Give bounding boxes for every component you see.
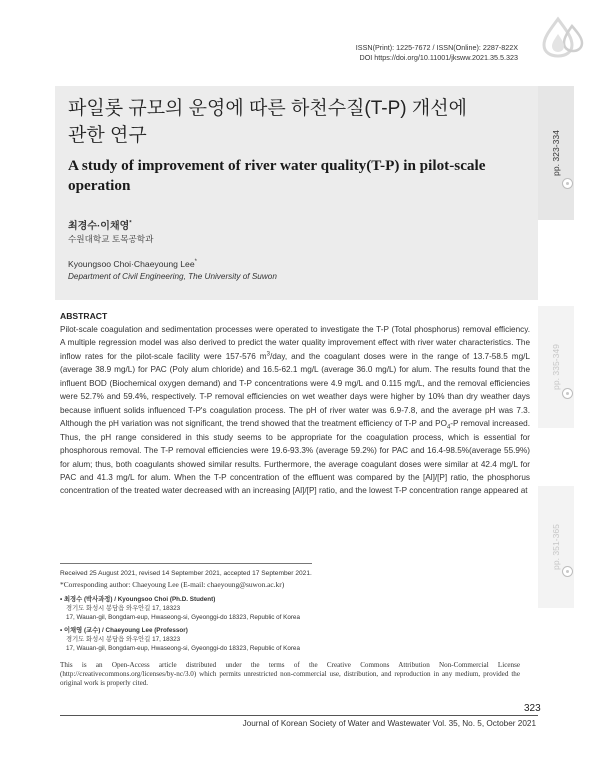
journal-citation: Journal of Korean Society of Water and Wastewater Vol. 35, No. 5, October 2021 <box>242 719 536 728</box>
authors-korean-names: 최경수·이채영 <box>68 221 130 232</box>
abstract-subscript: 4 <box>446 424 451 431</box>
author-1-name: • 최경수 (박사과정) / Kyoungsoo Choi (Ph.D. Student) <box>60 596 216 603</box>
doi-text: DOI https://doi.org/10.11001/jksww.2021.35.5.323 <box>359 52 518 62</box>
authors-english-names: Kyoungsoo Choi·Chaeyoung Lee <box>68 259 195 269</box>
issn-doi-block <box>356 43 518 62</box>
corresponding-author: *Corresponding author: Chaeyoung Lee (E-mail: chaeyoung@suwon.ac.kr) <box>60 580 285 589</box>
tab-marker-icon <box>562 178 573 189</box>
title-korean <box>68 95 528 149</box>
tab-marker-icon <box>562 566 573 577</box>
page-range-tab-current[interactable] <box>538 86 574 220</box>
author-info-2 <box>60 626 520 653</box>
author-1-address-en: 17, Wauan-gil, Bongdam-eup, Hwaseong-si, Gyeonggi-do 18323, Republic of Korea <box>66 614 300 621</box>
abstract-text-2: /day, and the coagulant doses were in the range of 13.7-58.5 mg/L (average 38.9 mg/L) for PAC (Poly alum chloride) and 16.5-62.1 mg/L (average 36.0 mg/L) for alum. The results found that the influent BOD (Biochemical oxygen demand) and T-P concentrations were 4.9 mg/L and 0.115 mg/L, and the removal efficiencies were 52.7% and 59.4%, respectively. T-P removal efficiencies on wet weather days were higher by 10% than dry weather days because influent solids influenced T-P's coagulation process. The pH of river water was 6.9-7.8, and the average pH was 7.3. Although the pH variation was not significant, the trend showed that the treatment efficiency of T-P and PO <box>60 351 530 429</box>
corresponding-mark: * <box>129 220 132 227</box>
author-1-address-ko: 경기도 화성시 봉담읍 와우안길 17, 18323 <box>66 605 181 612</box>
received-dates: Received 25 August 2021, revised 14 September 2021, accepted 17 September 2021. <box>60 570 312 577</box>
water-drop-logo-icon <box>536 16 586 58</box>
authors-english <box>68 259 197 269</box>
page-range-tab-after[interactable] <box>538 486 574 608</box>
corresponding-mark: * <box>194 259 197 266</box>
abstract-text-3: -P removal increased. Thus, the pH range considered in this study seems to be appropriate for the coagulation process, which is essential for phosphorous removal. The T-P removal efficiencies were 19.6-93.3% (average 59.2%) for PAC and 16.4-98.5%(average 55.9%) for alum; thus, both coagulants showed similar results. Furthermore, the average coagulant doses were similar at 42.4 mg/L for PAC and 41.3 mg/L for alum. When the T-P concentration of the effluent was compared by the [Al]/[P] ratio, the phosphorus concentration of the treated water decreased with an increasing [Al]/[P] ratio, and the lowest T-P concentration range appeared at <box>60 419 531 496</box>
author-2-address-ko: 경기도 화성시 봉담읍 와우안길 17, 18323 <box>66 636 181 643</box>
abstract-heading: ABSTRACT <box>60 311 108 321</box>
page-range-after: pp. 351-365 <box>551 524 561 570</box>
author-2-address-en: 17, Wauan-gil, Bongdam-eup, Hwaseong-si, Gyeonggi-do 18323, Republic of Korea <box>66 645 300 652</box>
affiliation-english: Department of Civil Engineering, The University of Suwon <box>68 272 277 281</box>
title-korean-line2: 관한 연구 <box>68 125 147 146</box>
footnote-divider <box>60 563 312 564</box>
abstract-text-1: Pilot-scale coagulation and sedimentation processes were operated to investigate the T-P (Total phosphorus) removal efficiency. A multiple regression model was also derived to predict the water quality improvement effect with river water characteristics. The inflow rates for the pilot-scale facility were 157-576 m <box>60 325 530 361</box>
author-info-1 <box>60 595 520 622</box>
authors-korean <box>68 217 132 232</box>
issn-text: ISSN(Print): 1225-7672 / ISSN(Online): 2287-822X <box>355 43 518 52</box>
title-korean-line1: 파일롯 규모의 운영에 따른 하천수질(T-P) 개선에 <box>68 98 467 119</box>
title-english: A study of improvement of river water quality(T-P) in pilot-scale operation <box>68 157 486 194</box>
abstract-body <box>60 323 530 498</box>
author-2-name: • 이채영 (교수) / Chaeyoung Lee (Professor) <box>60 627 188 634</box>
page-range-next: pp. 335-349 <box>551 344 561 390</box>
page-number: 323 <box>524 703 541 714</box>
tab-marker-icon <box>562 388 573 399</box>
footer-divider <box>60 715 538 716</box>
license-notice: This is an Open-Access article distributed under the terms of the Creative Commons Attribution Non-Commercial License (http://creativecommons.org/licenses/by-nc/3.0) which permits unrestricted non-commercial use, distribution, and reproduction in any medium, provided the original work is properly cited. <box>60 661 520 687</box>
page-range-tab-next[interactable] <box>538 306 574 428</box>
abstract-superscript: 3 <box>266 351 270 358</box>
page-range-current: pp. 323-334 <box>551 130 561 176</box>
affiliation-korean: 수원대학교 토목공학과 <box>68 234 154 244</box>
